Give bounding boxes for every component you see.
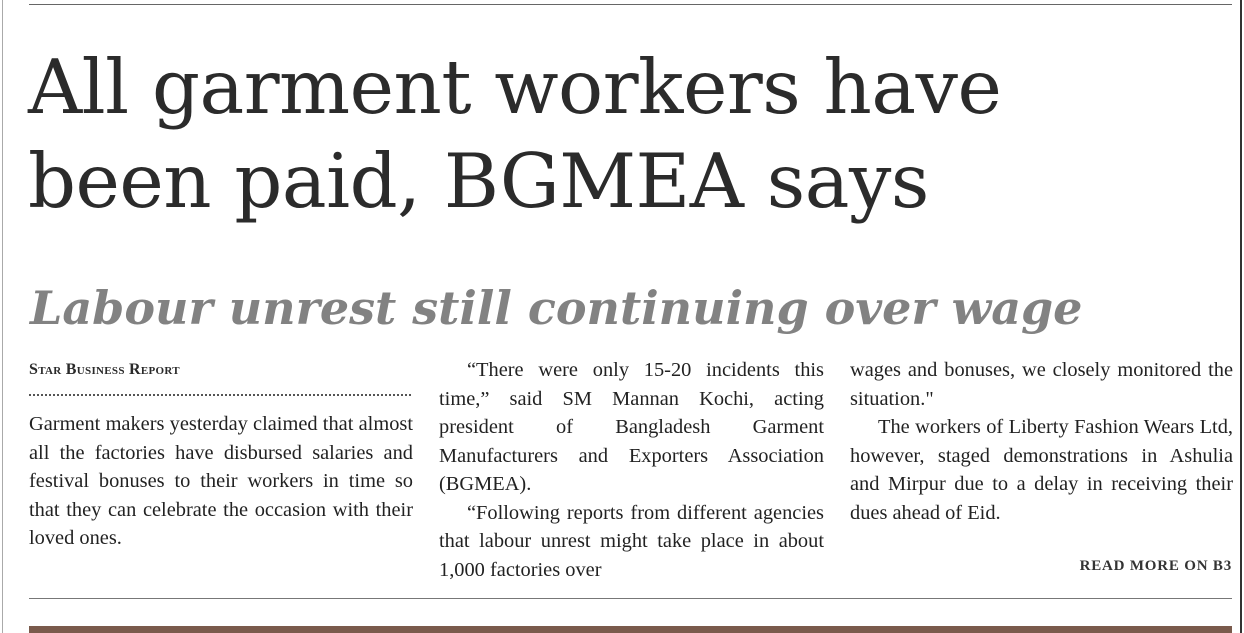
paragraph-quote-2: “Following reports from different agencies that labour unrest might take place in about 1,000 factories over: [439, 501, 824, 581]
paragraph-lead: Garment makers yesterday claimed that almost all the factories have disbursed salaries and festival bonuses to their workers in time so that they can celebrate the occasion with their loved ones.: [29, 413, 413, 549]
bottom-color-band: [29, 626, 1232, 633]
paragraph-quote-2-cont: wages and bonuses, we closely monitored the situation.": [850, 359, 1233, 410]
page-left-border: [2, 0, 3, 633]
read-more-link[interactable]: READ MORE ON B3: [1079, 558, 1232, 574]
headline-line-2: been paid, BGMEA says: [28, 137, 929, 225]
article-column-1: [29, 356, 413, 553]
article-column-2: [439, 356, 824, 584]
paragraph-liberty: The workers of Liberty Fashion Wears Ltd, however, staged demonstrations in Ashulia and Mirpur due to a delay in receiving their dues ahead of Eid.: [850, 416, 1233, 524]
dotted-divider: [29, 394, 411, 396]
paragraph-quote-1: “There were only 15-20 incidents this time,” said SM Mannan Kochi, acting president of Bangladesh Garment Manufacturers and Exporters Association (BGMEA).: [439, 359, 824, 495]
byline: Star Business Report: [29, 361, 180, 378]
top-divider: [29, 4, 1232, 5]
article-column-3: [850, 356, 1233, 527]
headline-line-1: All garment workers have: [28, 43, 1002, 131]
bottom-divider: [29, 598, 1232, 599]
headline: [28, 40, 1228, 228]
page-right-border: [1240, 0, 1242, 633]
subheadline: Labour unrest still continuing over wage: [30, 281, 1083, 335]
